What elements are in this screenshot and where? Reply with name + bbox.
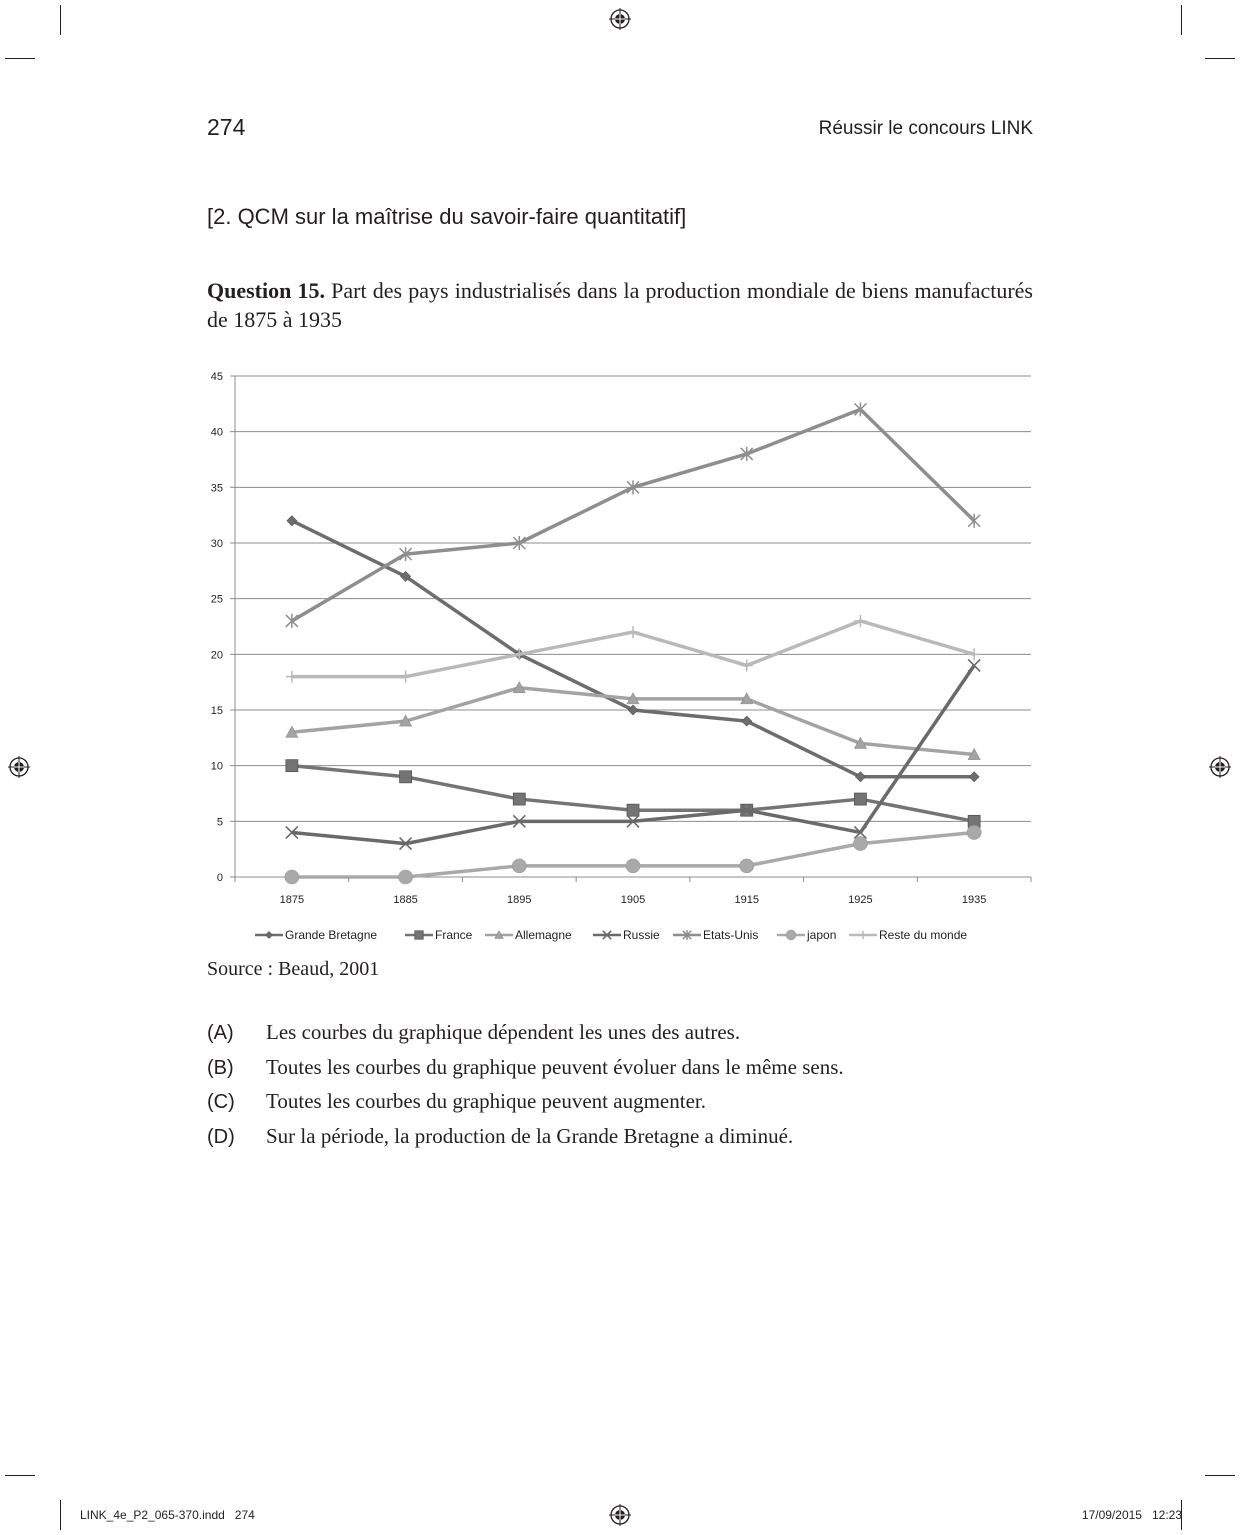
question-text: Part des pays industrialisés dans la production mondiale de biens manufacturés de 1875 à 1935 — [207, 278, 1033, 332]
data-point — [968, 514, 980, 528]
chart-axes — [211, 371, 1031, 906]
data-point — [741, 659, 753, 671]
legend-item — [485, 928, 572, 942]
crop-mark — [5, 1475, 35, 1476]
registration-mark-icon — [8, 756, 30, 778]
data-point — [286, 671, 298, 683]
option-letter: (B) — [207, 1057, 234, 1079]
chart-legend — [255, 928, 967, 942]
registration-mark-icon — [609, 1504, 631, 1526]
legend-label: Allemagne — [515, 928, 572, 942]
option-text: Sur la période, la production de la Grande Bretagne a diminué. — [266, 1124, 794, 1148]
line-chart — [200, 362, 1040, 952]
y-tick-label: 20 — [210, 649, 223, 662]
data-point — [286, 614, 298, 628]
data-point — [968, 659, 980, 671]
data-point — [415, 931, 423, 939]
data-point — [853, 837, 867, 851]
data-point — [399, 870, 413, 884]
x-tick-label: 1895 — [507, 894, 532, 906]
data-point — [513, 793, 525, 805]
data-point — [740, 859, 754, 873]
data-point — [512, 859, 526, 873]
series-etats-unis — [286, 402, 980, 628]
series-grande-bretagne — [287, 516, 979, 782]
option-a[interactable] — [207, 1020, 740, 1045]
option-c[interactable] — [207, 1089, 706, 1114]
crop-mark — [1205, 58, 1235, 59]
y-tick-label: 15 — [210, 705, 223, 717]
x-tick-label: 1935 — [961, 894, 987, 906]
crop-mark — [60, 1500, 61, 1530]
y-tick-label: 40 — [210, 426, 223, 439]
question-label: Question 15. — [207, 278, 326, 303]
option-letter: (C) — [207, 1091, 235, 1113]
series-japon — [285, 825, 981, 884]
footer-timestamp: 17/09/2015 12:23 — [1081, 1508, 1182, 1522]
option-letter: (A) — [207, 1022, 234, 1044]
legend-label: Russie — [623, 928, 660, 942]
legend-label: Etats-Unis — [703, 928, 759, 942]
data-point — [854, 615, 866, 627]
data-point — [266, 932, 273, 939]
series-line — [292, 665, 974, 843]
section-title: [2. QCM sur la maîtrise du savoir-faire quantitatif] — [207, 204, 687, 229]
x-tick-label: 1925 — [848, 894, 873, 906]
series-allemagne — [286, 682, 980, 760]
option-text: Toutes les courbes du graphique peuvent évoluer dans le même sens. — [266, 1055, 844, 1079]
series-france — [286, 760, 980, 828]
y-tick-label: 0 — [216, 872, 223, 884]
data-point — [627, 626, 639, 638]
option-text: Les courbes du graphique dépendent les unes des autres. — [266, 1020, 741, 1044]
crop-mark — [1205, 1475, 1235, 1476]
legend-item — [849, 928, 967, 942]
x-tick-label: 1875 — [279, 894, 305, 906]
legend-label: japon — [807, 928, 837, 942]
y-tick-label: 30 — [210, 538, 223, 550]
data-point — [854, 793, 866, 805]
data-point — [786, 930, 796, 940]
x-tick-label: 1885 — [393, 894, 418, 906]
legend-item — [777, 928, 836, 942]
y-tick-label: 45 — [210, 371, 223, 383]
data-point — [400, 671, 412, 683]
footer-file-name: LINK_4e_P2_065-370.indd 274 — [80, 1508, 255, 1522]
y-tick-label: 5 — [216, 816, 223, 829]
legend-label: France — [435, 928, 473, 942]
chart-series — [285, 402, 981, 884]
running-head: Réussir le concours LINK — [818, 118, 1033, 139]
option-text: Toutes les courbes du graphique peuvent augmenter. — [266, 1089, 706, 1113]
registration-mark-icon — [1209, 756, 1231, 778]
registration-mark-icon — [609, 8, 631, 30]
page-number: 274 — [207, 114, 246, 140]
y-tick-label: 10 — [210, 760, 223, 773]
series-reste-du-monde — [286, 615, 980, 683]
data-point — [400, 771, 412, 783]
x-tick-label: 1915 — [734, 894, 759, 906]
legend-item — [255, 928, 377, 942]
y-tick-label: 25 — [210, 593, 223, 606]
option-letter: (D) — [207, 1126, 235, 1148]
option-b[interactable] — [207, 1055, 844, 1080]
legend-label: Reste du monde — [879, 928, 968, 942]
data-point — [969, 772, 979, 782]
x-tick-label: 1905 — [620, 894, 646, 906]
question-statement — [207, 276, 1033, 334]
data-point — [286, 760, 298, 772]
crop-mark — [1181, 5, 1182, 35]
data-point — [968, 648, 980, 660]
legend-item — [593, 928, 660, 942]
data-point — [626, 859, 640, 873]
series-line — [292, 409, 974, 621]
crop-mark — [5, 58, 35, 59]
data-point — [285, 870, 299, 884]
data-point — [627, 804, 639, 816]
data-point — [859, 931, 867, 939]
data-point — [967, 825, 981, 839]
option-d[interactable] — [207, 1124, 793, 1149]
legend-label: Grande Bretagne — [285, 928, 378, 942]
y-tick-label: 35 — [210, 482, 223, 495]
crop-mark — [60, 5, 61, 35]
legend-item — [405, 928, 473, 942]
chart-source: Source : Beaud, 2001 — [207, 958, 380, 980]
legend-item — [673, 928, 758, 942]
